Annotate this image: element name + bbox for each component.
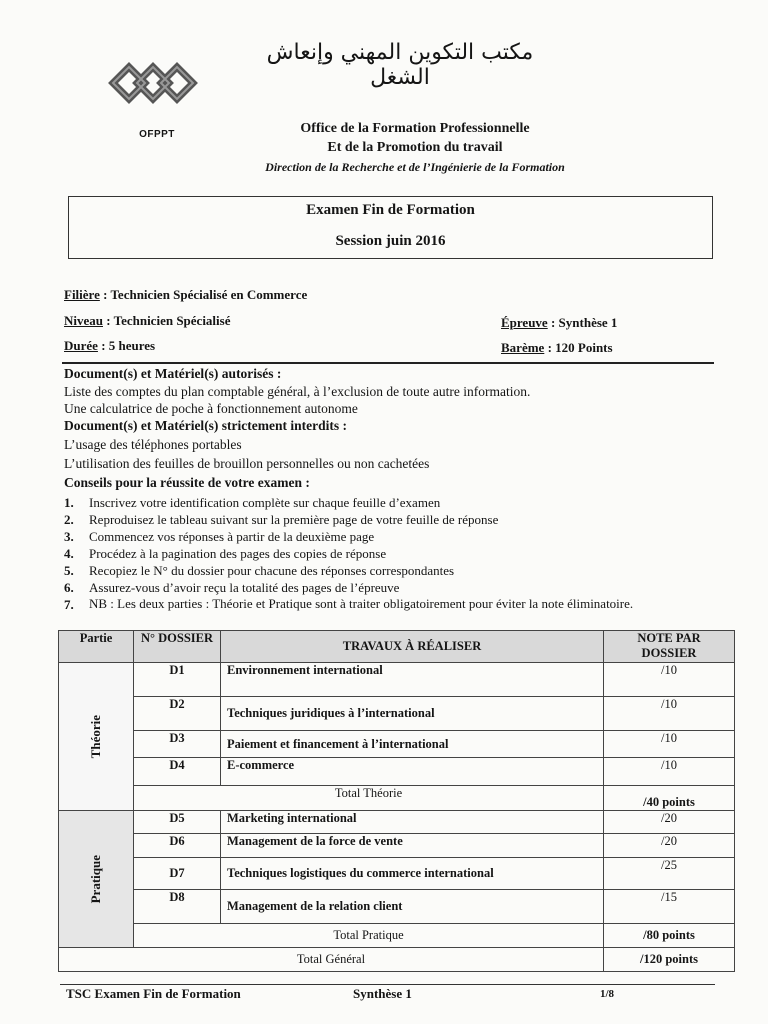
office-line-2: Et de la Promotion du travail	[327, 140, 503, 155]
exam-title-box	[68, 196, 713, 259]
arabic-title: مكتب التكوين المهني وإنعاش الشغل	[266, 40, 534, 90]
theorie-label: Théorie	[88, 714, 103, 759]
office-line-1: Office de la Formation Professionnelle	[300, 121, 530, 136]
niveau-value: : Technicien Spécialisé	[103, 313, 231, 328]
total-theorie-label: Total Théorie	[134, 786, 604, 811]
table-row	[59, 731, 735, 758]
dossier-cell: D6	[134, 834, 221, 858]
list-item: 3. Commencez vos réponses à partir de la deuxième page	[64, 529, 375, 544]
footer-divider	[60, 984, 715, 985]
travail-cell: E-commerce	[221, 758, 604, 786]
filiere-line	[64, 287, 307, 303]
niveau-label: Niveau	[64, 313, 103, 328]
epreuve-value: : Synthèse 1	[547, 315, 618, 330]
note-cell: /10	[604, 697, 735, 731]
duree-value: : 5 heures	[97, 338, 156, 353]
section-divider	[62, 362, 714, 364]
travail-cell: Management de la relation client	[221, 890, 604, 924]
table-row	[59, 890, 735, 924]
forbidden-item-2: L’utilisation des feuilles de brouillon personnelles ou non cachetées	[64, 456, 430, 471]
header-dossier: N° DOSSIER	[134, 631, 221, 663]
header-note: NOTE PAR DOSSIER	[604, 631, 735, 663]
header-partie: Partie	[59, 631, 134, 663]
filiere-label: Filière	[64, 287, 100, 302]
travail-cell: Paiement et financement à l’international	[221, 731, 604, 758]
pratique-part-cell	[59, 811, 134, 948]
table-row	[59, 811, 735, 834]
list-item: 5. Recopiez le N° du dossier pour chacune des réponses correspondantes	[64, 563, 455, 578]
travail-cell: Management de la force de vente	[221, 834, 604, 858]
theorie-part-cell	[59, 663, 134, 811]
total-general-row	[59, 948, 735, 972]
logo-label: OFPPT	[139, 129, 175, 140]
note-cell: /10	[604, 731, 735, 758]
note-cell: /15	[604, 890, 735, 924]
duree-label: Durée	[64, 338, 98, 353]
list-item: 2. Reproduisez le tableau suivant sur la première page de votre feuille de réponse	[64, 512, 499, 527]
dossier-cell: D4	[134, 758, 221, 786]
note-cell: /10	[604, 663, 735, 697]
bareme-line	[501, 340, 613, 356]
total-general-label: Total Général	[59, 948, 604, 972]
list-item: 6. Assurez-vous d’avoir reçu la totalité des pages de l’épreuve	[64, 580, 400, 595]
footer-center: Synthèse 1	[353, 986, 412, 1001]
authorized-item-1: Liste des comptes du plan comptable général, à l’exclusion de toute autre information.	[64, 384, 531, 399]
total-theorie-value: /40 points	[604, 786, 735, 811]
dossier-table	[58, 630, 735, 972]
table-header-row	[59, 631, 735, 663]
note-cell: /20	[604, 834, 735, 858]
advice-title: Conseils pour la réussite de votre examen :	[64, 475, 310, 490]
travail-cell: Marketing international	[221, 811, 604, 834]
total-general-value: /120 points	[604, 948, 735, 972]
note-cell: /25	[604, 858, 735, 890]
note-cell: /10	[604, 758, 735, 786]
total-pratique-value: /80 points	[604, 924, 735, 948]
list-item: 1. Inscrivez votre identification complète sur chaque feuille d’examen	[64, 495, 441, 510]
page-number: 1/8	[600, 988, 615, 1000]
bareme-value: : 120 Points	[544, 340, 613, 355]
exam-title: Examen Fin de Formation	[306, 202, 475, 218]
list-item: 4. Procédez à la pagination des pages des copies de réponse	[64, 546, 387, 561]
dossier-cell: D7	[134, 858, 221, 890]
total-pratique-label: Total Pratique	[134, 924, 604, 948]
pratique-label: Pratique	[88, 854, 103, 904]
list-item: 7. NB : Les deux parties : Théorie et Pratique sont à traiter obligatoirement pour éviter la note éliminatoire.	[64, 596, 634, 612]
duree-line	[64, 338, 155, 354]
epreuve-label: Épreuve	[501, 315, 548, 330]
exam-session: Session juin 2016	[335, 233, 446, 249]
niveau-line	[64, 313, 230, 329]
dossier-cell: D2	[134, 697, 221, 731]
table-row	[59, 697, 735, 731]
dossier-cell: D5	[134, 811, 221, 834]
bareme-label: Barème	[501, 340, 545, 355]
dossier-cell: D1	[134, 663, 221, 697]
travail-cell: Environnement international	[221, 663, 604, 697]
footer-left: TSC Examen Fin de Formation	[66, 986, 241, 1001]
authorized-item-2: Une calculatrice de poche à fonctionnement autonome	[64, 401, 358, 416]
total-theorie-row	[59, 786, 735, 811]
header-travaux: TRAVAUX À RÉALISER	[221, 631, 604, 663]
dossier-cell: D8	[134, 890, 221, 924]
ofppt-logo	[107, 55, 199, 111]
advice-list	[64, 494, 724, 613]
forbidden-title: Document(s) et Matériel(s) strictement interdits :	[64, 418, 348, 433]
table-row	[59, 858, 735, 890]
table-row	[59, 663, 735, 697]
total-pratique-row	[59, 924, 735, 948]
forbidden-item-1: L’usage des téléphones portables	[64, 437, 242, 452]
note-cell: /20	[604, 811, 735, 834]
travail-cell: Techniques logistiques du commerce international	[221, 858, 604, 890]
authorized-title: Document(s) et Matériel(s) autorisés :	[64, 366, 282, 381]
epreuve-line	[501, 315, 617, 331]
table-row	[59, 758, 735, 786]
dossier-cell: D3	[134, 731, 221, 758]
filiere-value: : Technicien Spécialisé en Commerce	[99, 287, 308, 302]
direction-line: Direction de la Recherche et de l’Ingénierie de la Formation	[265, 160, 565, 174]
table-row	[59, 834, 735, 858]
travail-cell: Techniques juridiques à l’international	[221, 697, 604, 731]
